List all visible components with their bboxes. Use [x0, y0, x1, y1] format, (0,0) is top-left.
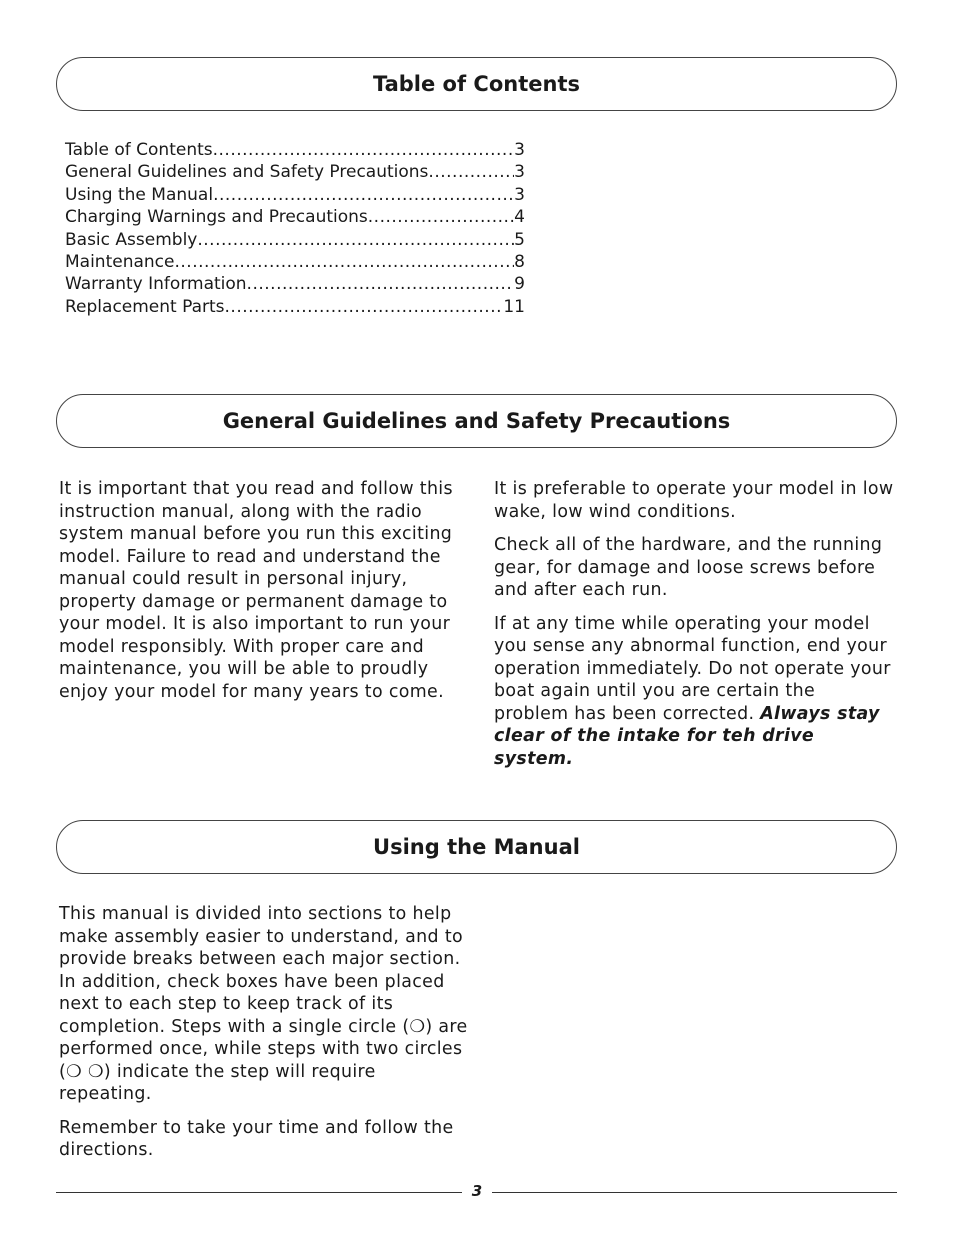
toc-entry-label: Charging Warnings and Precautions — [65, 207, 368, 228]
toc-entry-page: 8 — [514, 252, 525, 273]
toc-entry-page: 3 — [514, 184, 525, 205]
toc-leader — [225, 296, 504, 318]
circle-icon: ❍ ❍ — [66, 1061, 104, 1082]
toc-entry-page: 3 — [514, 162, 525, 183]
toc-entry-label: Warranty Information — [65, 274, 247, 295]
guidelines-title: General Guidelines and Safety Precautions — [222, 409, 731, 433]
toc-entry[interactable] — [65, 251, 525, 273]
manual-intro-paragraph — [59, 903, 469, 1106]
guidelines-left-column — [59, 478, 469, 714]
toc-entry[interactable] — [65, 273, 525, 295]
toc-entry[interactable] — [65, 206, 525, 228]
manual-reminder-paragraph: Remember to take your time and follow the directions. — [59, 1117, 454, 1160]
manual-text-part2: ) are performed once, while steps with two circles ( — [59, 1016, 468, 1082]
toc-entry-page: 4 — [514, 207, 525, 228]
toc-entry[interactable] — [65, 161, 525, 183]
toc-leader — [213, 184, 514, 206]
toc-title: Table of Contents — [372, 72, 580, 96]
toc-list — [65, 139, 525, 318]
toc-leader — [428, 161, 514, 183]
guidelines-intro-paragraph: It is important that you read and follow this instruction manual, along with the radio system manual before you run this exciting model. Failure to read and understand the manual could result in personal injury, property damage or permanent damage to your model. It is also important to run your model responsibly. With proper care and maintenance, you will be able to proudly enjoy your model for many years to come. — [59, 479, 453, 702]
toc-entry[interactable] — [65, 139, 525, 161]
toc-entry-label: Using the Manual — [65, 184, 214, 205]
toc-entry-page: 3 — [514, 140, 525, 160]
guidelines-abnormal-paragraph — [494, 613, 894, 771]
toc-entry-page: 11 — [503, 296, 525, 317]
toc-entry-label: Maintenance — [65, 252, 175, 273]
toc-entry-page: 9 — [514, 274, 525, 295]
guidelines-hardware-paragraph: Check all of the hardware, and the running gear, for damage and loose screws before and after each run. — [494, 535, 883, 600]
manual-column — [59, 903, 469, 1173]
toc-entry-page: 5 — [514, 229, 525, 250]
guidelines-abnormal-text: If at any time while operating your model you sense any abnormal function, end your operation immediately. Do not operate your boat again until you are certain the problem has been corrected. — [494, 613, 891, 724]
circle-icon: ❍ — [409, 1016, 426, 1037]
toc-entry[interactable] — [65, 229, 525, 251]
toc-leader — [197, 229, 514, 251]
toc-leader — [213, 139, 515, 161]
toc-entry-label: General Guidelines and Safety Precautions — [65, 162, 429, 183]
manual-header — [56, 820, 897, 874]
guidelines-right-column — [494, 478, 894, 781]
toc-leader — [368, 206, 514, 228]
guidelines-conditions-paragraph: It is preferable to operate your model in low wake, low wind conditions. — [494, 479, 894, 522]
intake-warning: Always stay clear of the intake for teh drive system. — [494, 703, 880, 769]
toc-entry-label: Replacement Parts — [65, 296, 225, 317]
toc-entry[interactable] — [65, 184, 525, 206]
toc-entry-label: Table of Contents — [65, 140, 213, 160]
page-number: 3 — [471, 1182, 483, 1200]
manual-text-part3: ) indicate the step will require repeating. — [59, 1061, 376, 1104]
guidelines-header — [56, 394, 897, 448]
toc-leader — [174, 251, 514, 273]
toc-header — [56, 57, 897, 111]
footer-rule-right — [492, 1192, 897, 1193]
toc-entry-label: Basic Assembly — [65, 229, 198, 250]
footer-rule-left — [56, 1192, 462, 1193]
manual-text-part1: This manual is divided into sections to help make assembly easier to understand, and to provide breaks between each major section. In addition, check boxes have been placed next to each step to keep track of its completion. Steps with a single circle ( — [59, 904, 463, 1037]
toc-entry[interactable] — [65, 296, 525, 318]
toc-leader — [247, 273, 515, 295]
manual-title: Using the Manual — [373, 835, 580, 859]
